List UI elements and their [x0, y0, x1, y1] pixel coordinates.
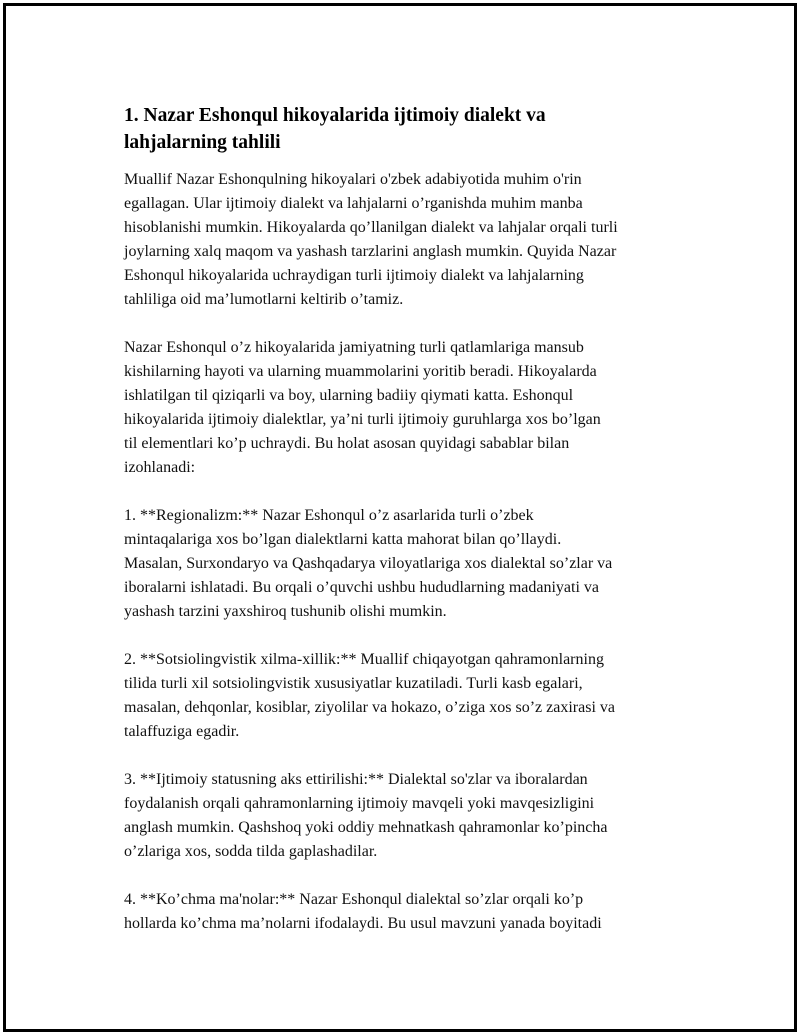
page-border: [3, 3, 797, 1032]
document-heading: 1. Nazar Eshonqul hikoyalarida ijtimoiy dialekt va lahjalarning tahlili: [124, 105, 546, 153]
document-body: Muallif Nazar Eshonqulning hikoyalari o'zbek adabiyotida muhim o'rin egallagan. Ular ijtimoiy dialekt va lahjalarni o’rganishda muhim manba hisoblanishi mumkin. Hikoyalarda qo’llanilgan dialekt va lahjalar orqali turli joylarning xalq maqom va yashash tarzlarini anglash mumkin. Quyida Nazar Eshonqul hikoyalarida uchraydigan turli ijtimoiy dialekt va lahjalarning tahliliga oid ma’lumotlarni keltirib o’tamiz. Nazar Eshonqul o’z hikoyalarida jamiyatning turli qatlamlariga mansub kishilarning hayoti va ularning muammolarini yoritib beradi. Hikoyalarda ishlatilgan til qiziqarli va boy, ularning badiiy qiymati katta. Eshonqul hikoyalarida ijtimoiy dialektlar, ya’ni turli ijtimoiy guruhlarga xos bo’lgan til elementlari ko’p uchraydi. Bu holat asosan quyidagi sabablar bilan izohlanadi: 1. **Regionalizm:** Nazar Eshonqul o’z asarlarida turli o’zbek mintaqalariga xos bo’lgan dialektlarni katta mahorat bilan qo’llaydi. Masalan, Surxondaryo va Qashqadarya viloyatlariga xos dialektal so’zlar va iboralarni ishlatadi. Bu orqali o’quvchi ushbu hududlarning madaniyati va yashash tarzini yaxshiroq tushunib olishi mumkin. 2. **Sotsiolingvistik xilma-xillik:** Muallif chiqayotgan qahramonlarning tilida turli xil sotsiolingvistik xususiyatlar kuzatiladi. Turli kasb egalari, masalan, dehqonlar, kosiblar, ziyolilar va hokazo, o’ziga xos so’z zaxirasi va talaffuziga egadir. 3. **Ijtimoiy statusning aks ettirilishi:** Dialektal so'zlar va iboralardan foydalanish orqali qahramonlarning ijtimoiy mavqeli yoki mavqesizligini anglash mumkin. Qashshoq yoki oddiy mehnatkash qahramonlar ko’pincha o’zlariga xos, sodda tilda gaplashadilar. 4. **Ko’chma ma'nolar:** Nazar Eshonqul dialektal so’zlar orqali ko’p hollarda ko’chma ma’nolarni ifodalaydi. Bu usul mavzuni yanada boyitadi: [124, 171, 618, 932]
document-content: [124, 102, 704, 936]
